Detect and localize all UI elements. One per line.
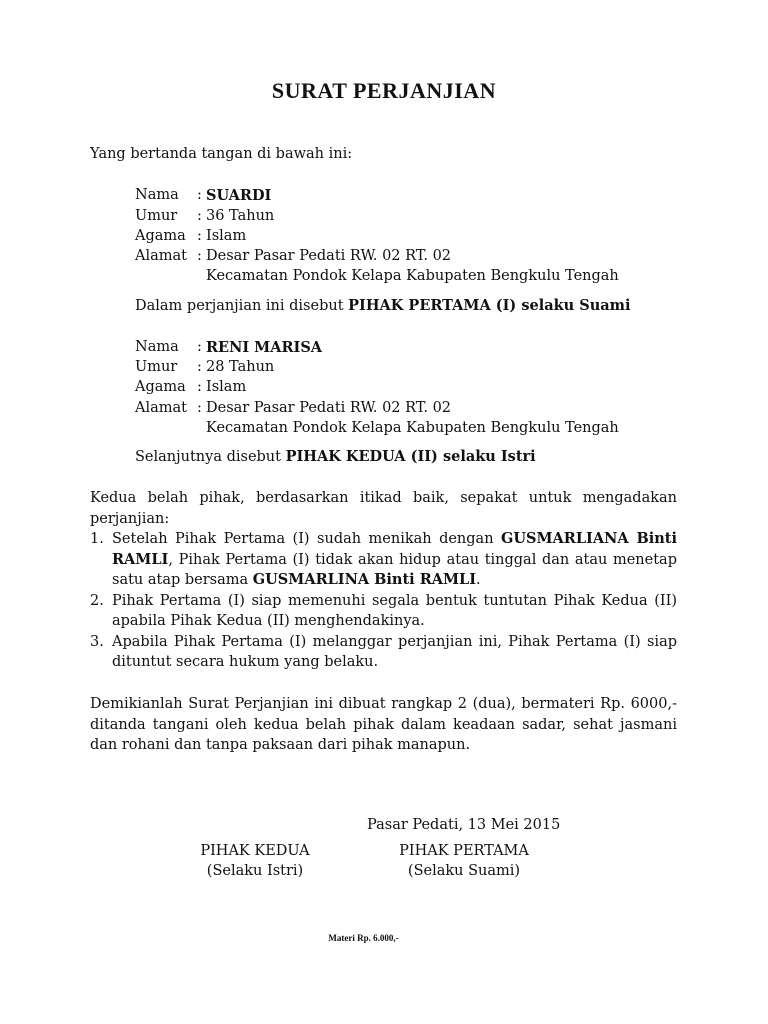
document-title: SURAT PERJANJIAN (271, 78, 497, 103)
party1-colon: : (197, 228, 202, 244)
party2-agama: Islam (206, 379, 247, 395)
agreement-list (90, 529, 677, 673)
stamp-note: Materi Rp. 6.000,- (328, 933, 399, 943)
party1-label-nama: Nama (135, 187, 179, 203)
party1-umur: 36 Tahun (206, 208, 275, 224)
list-item-bold-name: GUSMARLIANA Binti RAMLI (112, 530, 677, 568)
party2-colon: : (197, 379, 202, 395)
party1-statement (135, 297, 631, 314)
party2-label-agama: Agama (135, 379, 186, 395)
list-item (90, 591, 677, 632)
party2-alamat-line1: Desar Pasar Pedati RW. 02 RT. 02 (206, 400, 452, 416)
list-item-number: 3. (90, 633, 104, 650)
list-item-text: Pihak Pertama (I) siap memenuhi segala bentuk tuntutan Pihak Kedua (II) apabila Pihak Kedua (II) menghendakinya. (112, 592, 677, 629)
party1-colon: : (197, 248, 202, 264)
party2-colon: : (197, 339, 202, 355)
list-item-text: Apabila Pihak Pertama (I) melanggar perjanjian ini, Pihak Pertama (I) siap dituntut secara hukum yang belaku. (112, 633, 677, 670)
party2-label-nama: Nama (135, 339, 179, 355)
agreement-intro: Kedua belah pihak, berdasarkan itikad baik, sepakat untuk mengadakan perjanjian: (90, 490, 677, 527)
party2-statement-text: Selanjutnya disebut (135, 449, 286, 465)
list-item-text: . (476, 572, 481, 588)
party2-colon: : (197, 400, 202, 416)
party1-alamat-line2: Kecamatan Pondok Kelapa Kabupaten Bengkulu Tengah (206, 268, 619, 284)
signature-right-role: (Selaku Suami) (407, 863, 521, 879)
party2-alamat-line2: Kecamatan Pondok Kelapa Kabupaten Bengkulu Tengah (206, 420, 619, 436)
party2-nama: RENI MARISA (206, 339, 323, 356)
list-item (90, 529, 677, 591)
closing-paragraph: Demikianlah Surat Perjanjian ini dibuat rangkap 2 (dua), bermateri Rp. 6000,- ditanda tangani oleh kedua belah pihak dalam keadaan sadar, sehat jasmani dan rohani dan tanpa paksaan dari pihak manapun. (90, 696, 677, 753)
list-item-text: , Pihak Pertama (I) tidak akan hidup atau tinggal dan atau menetap satu atap bersama (112, 551, 677, 588)
party2-label-umur: Umur (135, 359, 178, 375)
party2-label-alamat: Alamat (135, 400, 187, 416)
party1-label-alamat: Alamat (135, 248, 187, 264)
party1-label-agama: Agama (135, 228, 186, 244)
party1-colon: : (197, 208, 202, 224)
list-item-text: Setelah Pihak Pertama (I) sudah menikah dengan (112, 531, 501, 547)
list-item-number: 2. (90, 592, 104, 609)
party2-statement-bold: PIHAK KEDUA (II) selaku Istri (285, 448, 536, 465)
place-date: Pasar Pedati, 13 Mei 2015 (367, 817, 561, 833)
party2-umur: 28 Tahun (206, 359, 275, 375)
party2-colon: : (197, 359, 202, 375)
party1-nama: SUARDI (206, 187, 272, 204)
signature-right-title: PIHAK PERTAMA (399, 843, 529, 859)
signature-left-title: PIHAK KEDUA (200, 843, 310, 859)
party2-statement (135, 448, 536, 465)
list-item-number: 1. (90, 531, 104, 547)
party1-colon: : (197, 187, 202, 203)
party1-agama: Islam (206, 228, 247, 244)
party1-statement-bold: PIHAK PERTAMA (I) selaku Suami (348, 297, 631, 314)
party1-statement-text: Dalam perjanjian ini disebut (135, 298, 349, 314)
intro-text: Yang bertanda tangan di bawah ini: (90, 146, 353, 162)
party1-label-umur: Umur (135, 208, 178, 224)
party1-alamat-line1: Desar Pasar Pedati RW. 02 RT. 02 (206, 248, 452, 264)
list-item-bold-name: GUSMARLINA Binti RAMLI (252, 571, 477, 588)
signature-left-role: (Selaku Istri) (206, 863, 304, 879)
list-item (90, 632, 677, 673)
